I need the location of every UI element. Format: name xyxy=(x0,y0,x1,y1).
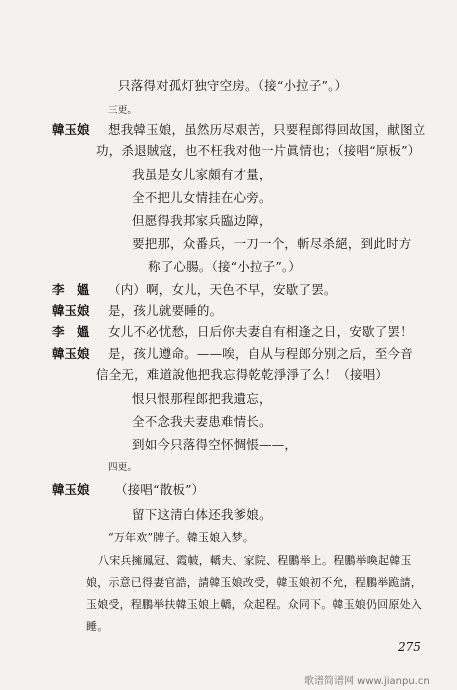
aria-line-20: 留下这清白体还我爹娘。 xyxy=(132,507,272,522)
stage-direction-line-25: 睡。 xyxy=(86,620,109,633)
text-line-4: 功，杀退賊寇，也不枉我对他一片眞情也；（接唱“原板”） xyxy=(96,143,421,158)
speaker-han-yuniang-3: 韓玉娘 xyxy=(52,346,90,361)
speaker-li-ao-1: 李 媼 xyxy=(52,282,90,297)
aria-line-15: 恨只恨那程郎把我遺忘， xyxy=(132,391,272,406)
aria-line-17: 到如今只落得空怀惆悵——， xyxy=(132,437,298,452)
stage-direction-line-23: 娘，示意已得妻官誥，請韓玉娘改受，韓玉娘初不允，程鵬举跪請， xyxy=(86,576,422,589)
text-line-1: 只落得对孤灯独守空房。（接“小拉子”。） xyxy=(118,78,348,93)
speaker-li-ao-2: 李 媼 xyxy=(52,324,90,339)
aria-line-6: 全不把儿女情挂在心旁。 xyxy=(132,190,272,205)
speaker-han-yuniang-2: 韓玉娘 xyxy=(52,303,90,318)
stage-direction-line-2: 三更。 xyxy=(108,105,138,116)
aria-line-16: 全不念我夫妻患难情长。 xyxy=(132,414,272,429)
text-line-10: （内）啊，女儿，天色不早，安歇了罢。 xyxy=(108,282,337,297)
stage-direction-line-21: “万年欢”牌子。韓玉娘入梦。 xyxy=(108,531,255,544)
speaker-han-yuniang-1: 韓玉娘 xyxy=(52,122,90,137)
aria-line-5: 我虽是女儿家頗有才量， xyxy=(132,167,272,182)
stage-direction-line-24: 玉娘受，程鵬举扶韓玉娘上轎，众起程。众同下。韓玉娘仍回原处入 xyxy=(86,598,422,611)
text-line-11: 是，孩儿就要睡的。 xyxy=(108,303,223,318)
stage-direction-line-22: 八宋兵擁鳳冠、霞帔，轎夫、家院、程鵬举上。程鵬举喚起韓玉 xyxy=(98,554,412,567)
page-number: 275 xyxy=(398,640,421,654)
aria-line-9: 称了心腸。（接“小拉子”。） xyxy=(148,259,302,274)
text-line-14: 信全无，难道說他把我忘得乾乾淨淨了么！（接唱） xyxy=(96,367,389,382)
aria-line-7: 但愿得我邦家兵臨边障， xyxy=(132,213,272,228)
text-line-12: 女儿不必忧愁，日后你夫妻自有相逢之日，安歇了罢！ xyxy=(108,324,413,339)
text-line-13: 是，孩儿遵命。——唉，自从与程郎分别之后，至今音 xyxy=(108,346,413,361)
aria-line-8: 要把那，众番兵，一刀一个，斬尽杀絕，到此时方 xyxy=(132,236,412,251)
watermark: 歌谱简谱网 www.jianpu.cn xyxy=(304,676,430,687)
stage-direction-line-18: 四更。 xyxy=(108,462,138,473)
text-line-19: （接唱“散板”） xyxy=(115,482,205,497)
text-line-3: 想我韓玉娘，虽然历尽艰苦，只要程郎得回故国，献图立 xyxy=(108,122,426,137)
speaker-han-yuniang-4: 韓玉娘 xyxy=(52,482,90,497)
